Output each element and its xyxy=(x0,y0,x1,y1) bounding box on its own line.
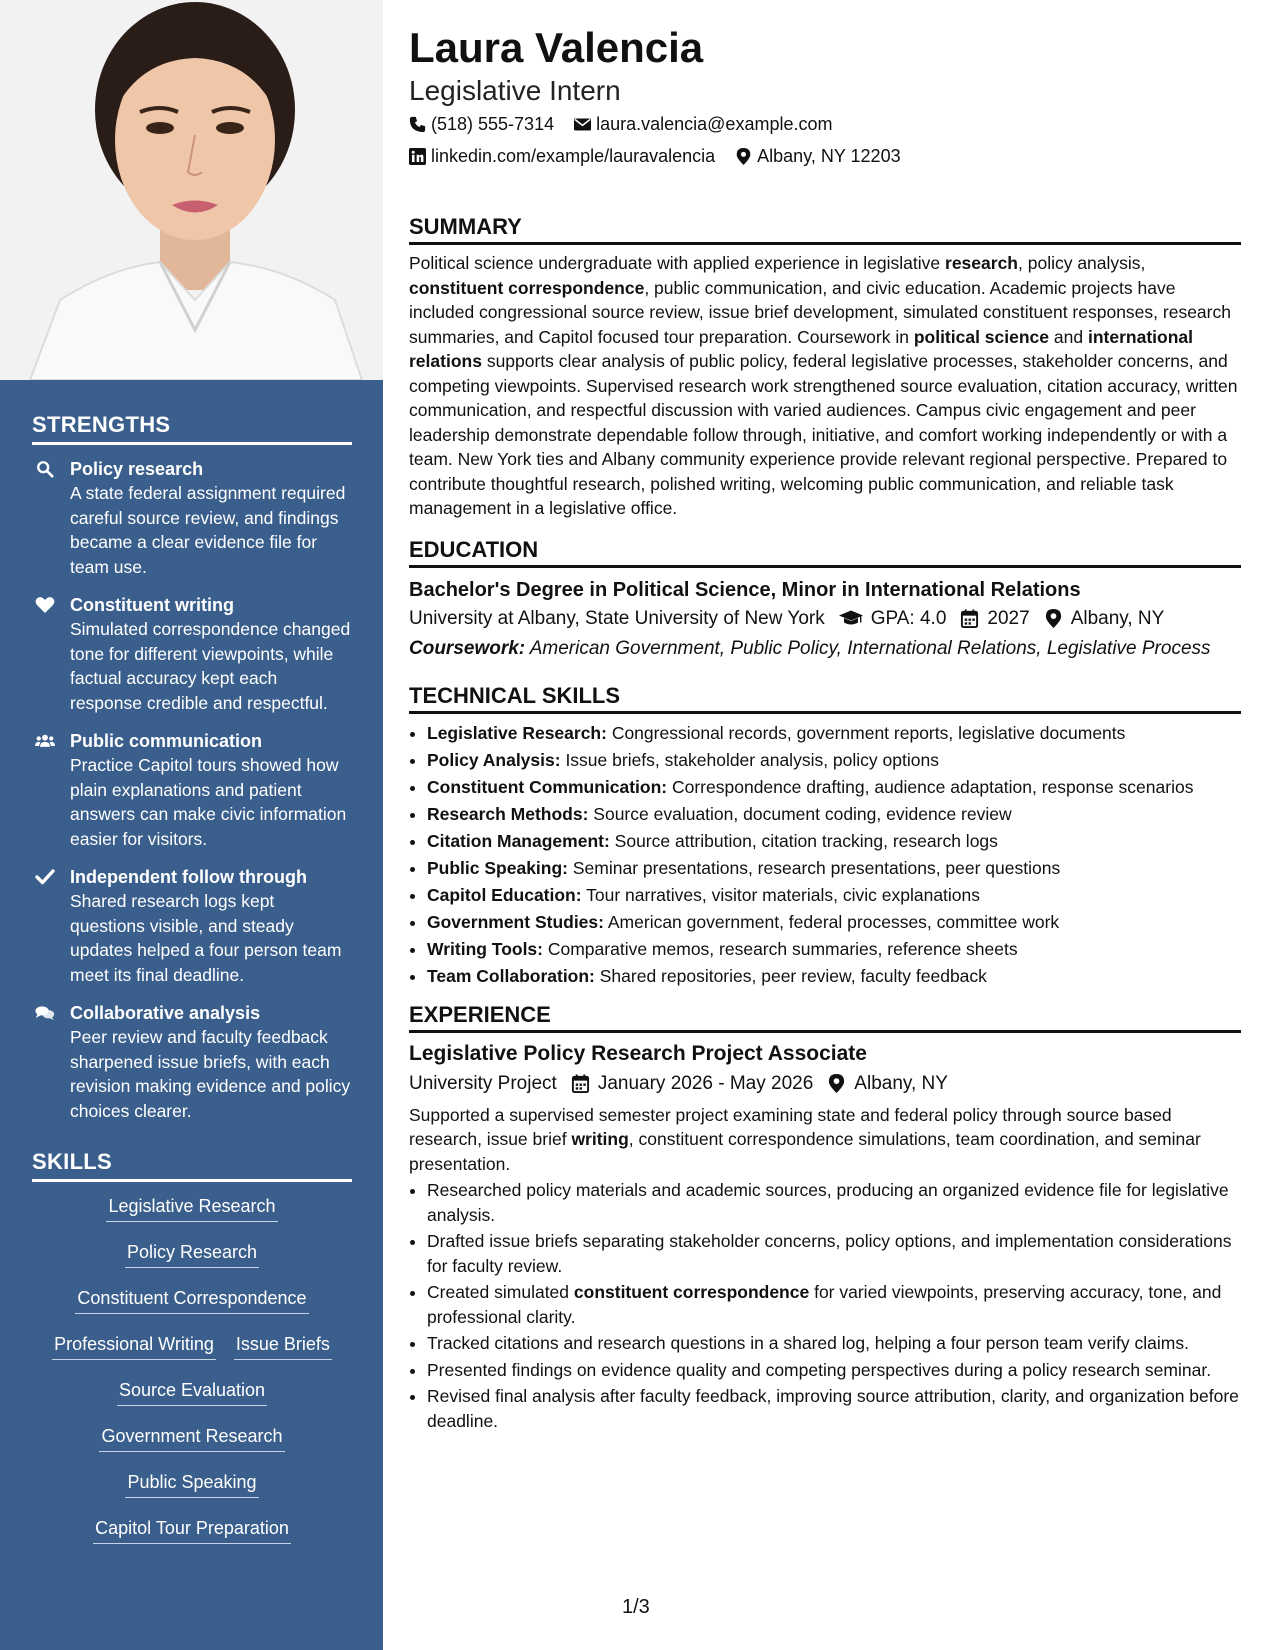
skill-row xyxy=(32,1424,352,1460)
skill-value: Comparative memos, research summaries, reference sheets xyxy=(543,938,1018,959)
summary-fragment: , policy analysis, xyxy=(1018,253,1146,273)
skill-tag: Professional Writing xyxy=(52,1332,216,1360)
skill-key: Constituent Communication: xyxy=(427,776,668,797)
strength-desc: Shared research logs kept questions visible, and steady updates helped a four person team meet its final deadline. xyxy=(70,891,342,985)
school-name xyxy=(409,604,825,634)
strength-desc: Peer review and faculty feedback sharpened issue briefs, with each revision making evidence and policy choices clearer. xyxy=(70,1027,351,1121)
job-bullets xyxy=(409,1178,1241,1433)
education-meta xyxy=(409,604,1241,634)
skill-row xyxy=(32,1378,352,1414)
list-item xyxy=(427,1280,1241,1329)
skill-tag: Policy Research xyxy=(125,1240,259,1268)
check-icon xyxy=(34,867,56,887)
list-item xyxy=(427,1358,1241,1383)
sidebar xyxy=(0,0,383,1650)
job-location-text: Albany, NY xyxy=(854,1072,948,1094)
list-item xyxy=(427,936,1241,963)
location-contact xyxy=(735,140,900,172)
graduation-cap-icon xyxy=(839,609,863,628)
summary-keyword: research xyxy=(945,253,1018,273)
users-icon xyxy=(34,731,56,751)
calendar-icon xyxy=(571,1074,590,1093)
location-text: Albany, NY 12203 xyxy=(757,146,901,166)
strength-desc: Simulated correspondence changed tone for different viewpoints, while factual accuracy kept each response credible and respectful. xyxy=(70,619,351,713)
technical-skills-heading: TECHNICAL SKILLS xyxy=(409,681,1241,714)
coursework xyxy=(409,636,1241,661)
skill-row xyxy=(32,1516,352,1552)
strength-item xyxy=(32,865,352,987)
year-text: 2027 xyxy=(987,607,1030,629)
intro-fragment: , constituent correspondence simulations, team coordination, and seminar presentation. xyxy=(409,1129,1201,1174)
skill-key: Government Studies: xyxy=(427,911,604,932)
main-content xyxy=(409,22,1241,1435)
summary-heading: SUMMARY xyxy=(409,212,1241,245)
comments-icon xyxy=(34,1003,56,1023)
gpa-text: GPA: 4.0 xyxy=(870,607,947,629)
job-intro xyxy=(409,1103,1241,1177)
summary-keyword: constituent correspondence xyxy=(409,277,645,298)
skill-row xyxy=(32,1240,352,1276)
bullet-text: for varied viewpoints, preserving accuracy, tone, and professional clarity. xyxy=(427,1282,1222,1327)
skill-value: Source attribution, citation tracking, research logs xyxy=(609,830,998,851)
skill-tag: Issue Briefs xyxy=(234,1332,332,1360)
phone-contact[interactable] xyxy=(409,108,554,140)
list-item xyxy=(427,747,1241,774)
phone-text: (518) 555-7314 xyxy=(431,114,555,134)
intro-fragment: Supported a supervised semester project examining state and federal policy through source based research, issue brief xyxy=(409,1104,1172,1149)
portrait-image xyxy=(0,0,383,380)
coursework-label: Coursework: xyxy=(409,637,526,659)
job-dates xyxy=(571,1069,813,1099)
skill-key: Citation Management: xyxy=(427,830,610,851)
contact-row xyxy=(409,140,1241,172)
gpa-item xyxy=(839,604,947,634)
job-org xyxy=(409,1069,557,1099)
skill-value: Shared repositories, peer review, faculty feedback xyxy=(594,965,987,986)
strengths-heading: STRENGTHS xyxy=(32,412,352,445)
phone-icon xyxy=(409,116,426,133)
skill-value: Issue briefs, stakeholder analysis, policy options xyxy=(560,749,939,770)
skill-key: Capitol Education: xyxy=(427,884,582,905)
map-pin-icon xyxy=(827,1074,846,1093)
strength-title: Policy research xyxy=(70,459,204,479)
calendar-icon xyxy=(960,609,979,628)
strength-item xyxy=(32,729,352,851)
skill-key: Research Methods: xyxy=(427,803,589,824)
strength-title: Collaborative analysis xyxy=(70,1003,261,1023)
year-item xyxy=(960,604,1029,634)
list-item xyxy=(427,720,1241,747)
skill-key: Legislative Research: xyxy=(427,722,607,743)
list-item xyxy=(427,1384,1241,1433)
job-title: Legislative Policy Research Project Associate xyxy=(409,1041,867,1065)
summary-fragment: , public communication, and civic education. Academic projects have included congressional source review, issue brief development, simulated constituent responses, research summaries, and Capitol focused tour preparation. Coursework in xyxy=(409,277,1231,347)
list-item xyxy=(427,801,1241,828)
skill-tag: Capitol Tour Preparation xyxy=(93,1516,291,1544)
list-item xyxy=(427,909,1241,936)
list-item xyxy=(427,1229,1241,1278)
edu-location-text: Albany, NY xyxy=(1070,607,1165,629)
linkedin-contact[interactable] xyxy=(409,140,715,172)
map-pin-icon xyxy=(735,148,752,165)
candidate-role: Legislative Intern xyxy=(409,75,621,106)
profile-photo xyxy=(0,0,383,380)
search-icon xyxy=(34,459,56,479)
page-indicator: 1/3 xyxy=(622,1596,650,1618)
job-meta xyxy=(409,1069,1241,1099)
email-text: laura.valencia@example.com xyxy=(596,114,833,134)
summary-fragment: supports clear analysis of public policy, federal legislative processes, stakeholder concerns, and competing viewpoints. Supervised research work strengthened source evaluation, citation accuracy, written communication, and respectful discussion with varied audiences. Campus civic engagement and peer leadership demonstrate dependable follow through, initiative, and comfort working independently or with a team. New York ties and Albany community experience provide relevant regional perspective. Prepared to contribute thoughtful research, polished writing, welcoming public communication, and reliable task management in a legislative office. xyxy=(409,351,1238,518)
linkedin-text: linkedin.com/example/lauravalencia xyxy=(431,146,716,166)
strength-desc: Practice Capitol tours showed how plain explanations and patient answers can make civic information easier for visitors. xyxy=(70,755,347,849)
bullet-text: Created simulated xyxy=(427,1282,574,1302)
experience-heading: EXPERIENCE xyxy=(409,1000,1241,1033)
bullet-text: Drafted issue briefs separating stakeholder concerns, policy options, and implementation considerations for faculty review. xyxy=(427,1231,1232,1276)
skill-value: Source evaluation, document coding, evidence review xyxy=(588,803,1012,824)
list-item xyxy=(427,1178,1241,1227)
list-item xyxy=(427,1331,1241,1356)
skill-tag: Legislative Research xyxy=(106,1194,277,1222)
summary-fragment: Political science undergraduate with applied experience in legislative xyxy=(409,253,946,273)
list-item xyxy=(427,855,1241,882)
summary-text xyxy=(409,251,1241,521)
skill-row xyxy=(32,1286,352,1322)
skill-value: Correspondence drafting, audience adaptation, response scenarios xyxy=(667,776,1194,797)
coursework-text: American Government, Public Policy, International Relations, Legislative Process xyxy=(525,637,1211,659)
technical-skills-list xyxy=(409,720,1241,990)
linkedin-icon xyxy=(409,148,426,165)
strength-item xyxy=(32,457,352,579)
bullet-text: Researched policy materials and academic sources, producing an organized evidence file for legislative analysis. xyxy=(427,1180,1229,1225)
edu-location xyxy=(1044,604,1165,634)
summary-keyword: international relations xyxy=(409,326,1193,371)
email-contact[interactable] xyxy=(574,108,832,140)
envelope-icon xyxy=(574,116,591,133)
job-location xyxy=(827,1069,948,1099)
list-item xyxy=(427,828,1241,855)
intro-keyword: writing xyxy=(571,1129,629,1149)
skill-value: Seminar presentations, research presentations, peer questions xyxy=(568,857,1061,878)
skill-value: Congressional records, government reports, legislative documents xyxy=(606,722,1126,743)
list-item xyxy=(427,882,1241,909)
school-text: University at Albany, State University of New York xyxy=(409,607,825,629)
summary-fragment: and xyxy=(1049,326,1088,347)
strength-title: Constituent writing xyxy=(70,595,234,615)
bullet-keyword: constituent correspondence xyxy=(573,1282,810,1302)
skill-tag: Public Speaking xyxy=(125,1470,258,1498)
skill-tag: Constituent Correspondence xyxy=(75,1286,308,1314)
strength-item xyxy=(32,1001,352,1123)
skill-row xyxy=(32,1332,352,1368)
skill-tag: Government Research xyxy=(99,1424,284,1452)
skill-value: Tour narratives, visitor materials, civic explanations xyxy=(581,884,981,905)
map-pin-icon xyxy=(1044,609,1063,628)
skill-key: Public Speaking: xyxy=(427,857,568,878)
skill-key: Policy Analysis: xyxy=(427,749,561,770)
education-heading: EDUCATION xyxy=(409,535,1241,568)
skill-key: Team Collaboration: xyxy=(427,965,595,986)
strength-title: Public communication xyxy=(70,731,263,751)
bullet-text: Revised final analysis after faculty feedback, improving source attribution, clarity, and organization before deadline. xyxy=(427,1386,1239,1431)
list-item xyxy=(427,963,1241,990)
job-dates-text: January 2026 - May 2026 xyxy=(597,1072,814,1094)
sidebar-content xyxy=(32,412,352,1552)
skill-key: Writing Tools: xyxy=(427,938,543,959)
degree-title: Bachelor's Degree in Political Science, Minor in International Relations xyxy=(409,578,1081,601)
skill-row xyxy=(32,1194,352,1230)
skill-tag: Source Evaluation xyxy=(117,1378,267,1406)
skill-row xyxy=(32,1470,352,1506)
bullet-text: Tracked citations and research questions in a shared log, helping a four person team verify claims. xyxy=(427,1333,1189,1353)
strength-item xyxy=(32,593,352,715)
list-item xyxy=(427,774,1241,801)
bullet-text: Presented findings on evidence quality and competing perspectives during a policy research seminar. xyxy=(427,1359,1212,1380)
candidate-name: Laura Valencia xyxy=(409,24,704,71)
skill-value: American government, federal processes, committee work xyxy=(603,911,1060,932)
contact-row xyxy=(409,108,1241,140)
job-org-text: University Project xyxy=(409,1072,557,1094)
summary-keyword: political science xyxy=(913,326,1050,347)
strength-title: Independent follow through xyxy=(70,867,307,887)
heart-icon xyxy=(34,595,56,615)
skills-heading: SKILLS xyxy=(32,1149,352,1182)
strength-desc: A state federal assignment required careful source review, and findings became a clear evidence file for team use. xyxy=(70,483,346,577)
